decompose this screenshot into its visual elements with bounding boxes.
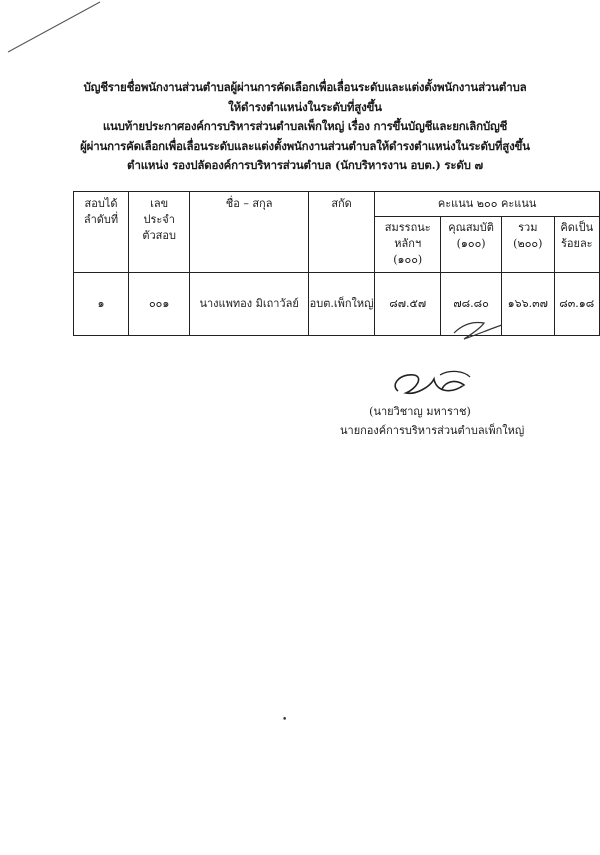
- cell-affiliation: อบต.เพ็กใหญ่: [308, 273, 374, 336]
- cell-competency: ๘๗.๕๗: [375, 273, 441, 336]
- heading-line-4: ผู้ผ่านการคัดเลือกเพื่อเลื่อนระดับและแต่งตั้งพนักงานส่วนตำบลให้ดำรงตำแหน่งในระดับที่สูงขึ้น: [80, 138, 530, 153]
- heading-line-1: บัญชีรายชื่อพนักงานส่วนตำบลผู้ผ่านการคัดเลือกเพื่อเลื่อนระดับและแต่งตั้งพนักงานส่วนตำบล: [83, 80, 527, 94]
- results-table: [73, 191, 600, 336]
- scan-speck: •: [282, 715, 288, 725]
- heading-line-3: แนบท้ายประกาศองค์การบริหารส่วนตำบลเพ็กใหญ่ เรื่อง การขึ้นบัญชีและยกเลิกบัญชี: [102, 119, 508, 133]
- cell-qualification: ๗๘.๘๐: [441, 273, 502, 336]
- cell-exam-no: ๐๐๑: [128, 273, 189, 336]
- header-rank: สอบได้ลำดับที่: [74, 192, 129, 273]
- heading-line-2: ให้ดำรงตำแหน่งในระดับที่สูงขึ้น: [228, 99, 382, 114]
- cell-rank: ๑: [74, 273, 129, 336]
- header-percent: คิดเป็นร้อยละ: [554, 216, 599, 272]
- signatory-title: นายกองค์การบริหารส่วนตำบลเพ็กใหญ่: [340, 424, 525, 437]
- cell-percent: ๘๓.๑๘: [554, 273, 599, 336]
- cell-name: นางแพทอง มิเถาวัลย์: [190, 273, 309, 336]
- document-heading: [40, 78, 570, 176]
- heading-line-5: ตำแหน่ง รองปลัดองค์การบริหารส่วนตำบล (นักบริหารงาน อบต.) ระดับ ๗: [126, 158, 484, 172]
- table-row: [74, 273, 600, 336]
- header-affiliation: สกัด: [308, 192, 374, 273]
- header-qualification: คุณสมบัติ (๑๐๐): [441, 216, 502, 272]
- header-competency: สมรรถนะหลักฯ (๑๐๐): [375, 216, 441, 272]
- scan-corner-line: [0, 0, 110, 60]
- header-name: ชื่อ – สกุล: [190, 192, 309, 273]
- check-initials-mark: [450, 315, 510, 345]
- signature-mark: [380, 365, 480, 405]
- header-exam-no: เลขประจำตัวสอบ: [128, 192, 189, 273]
- header-total: รวม (๒๐๐): [502, 216, 555, 272]
- score-group-label: คะแนน ๒๐๐ คะแนน: [437, 197, 537, 210]
- signatory-name: (นายวิชาญ มหาราช): [369, 405, 471, 418]
- cell-total: ๑๖๖.๓๗: [502, 273, 555, 336]
- header-score-group: [375, 192, 600, 217]
